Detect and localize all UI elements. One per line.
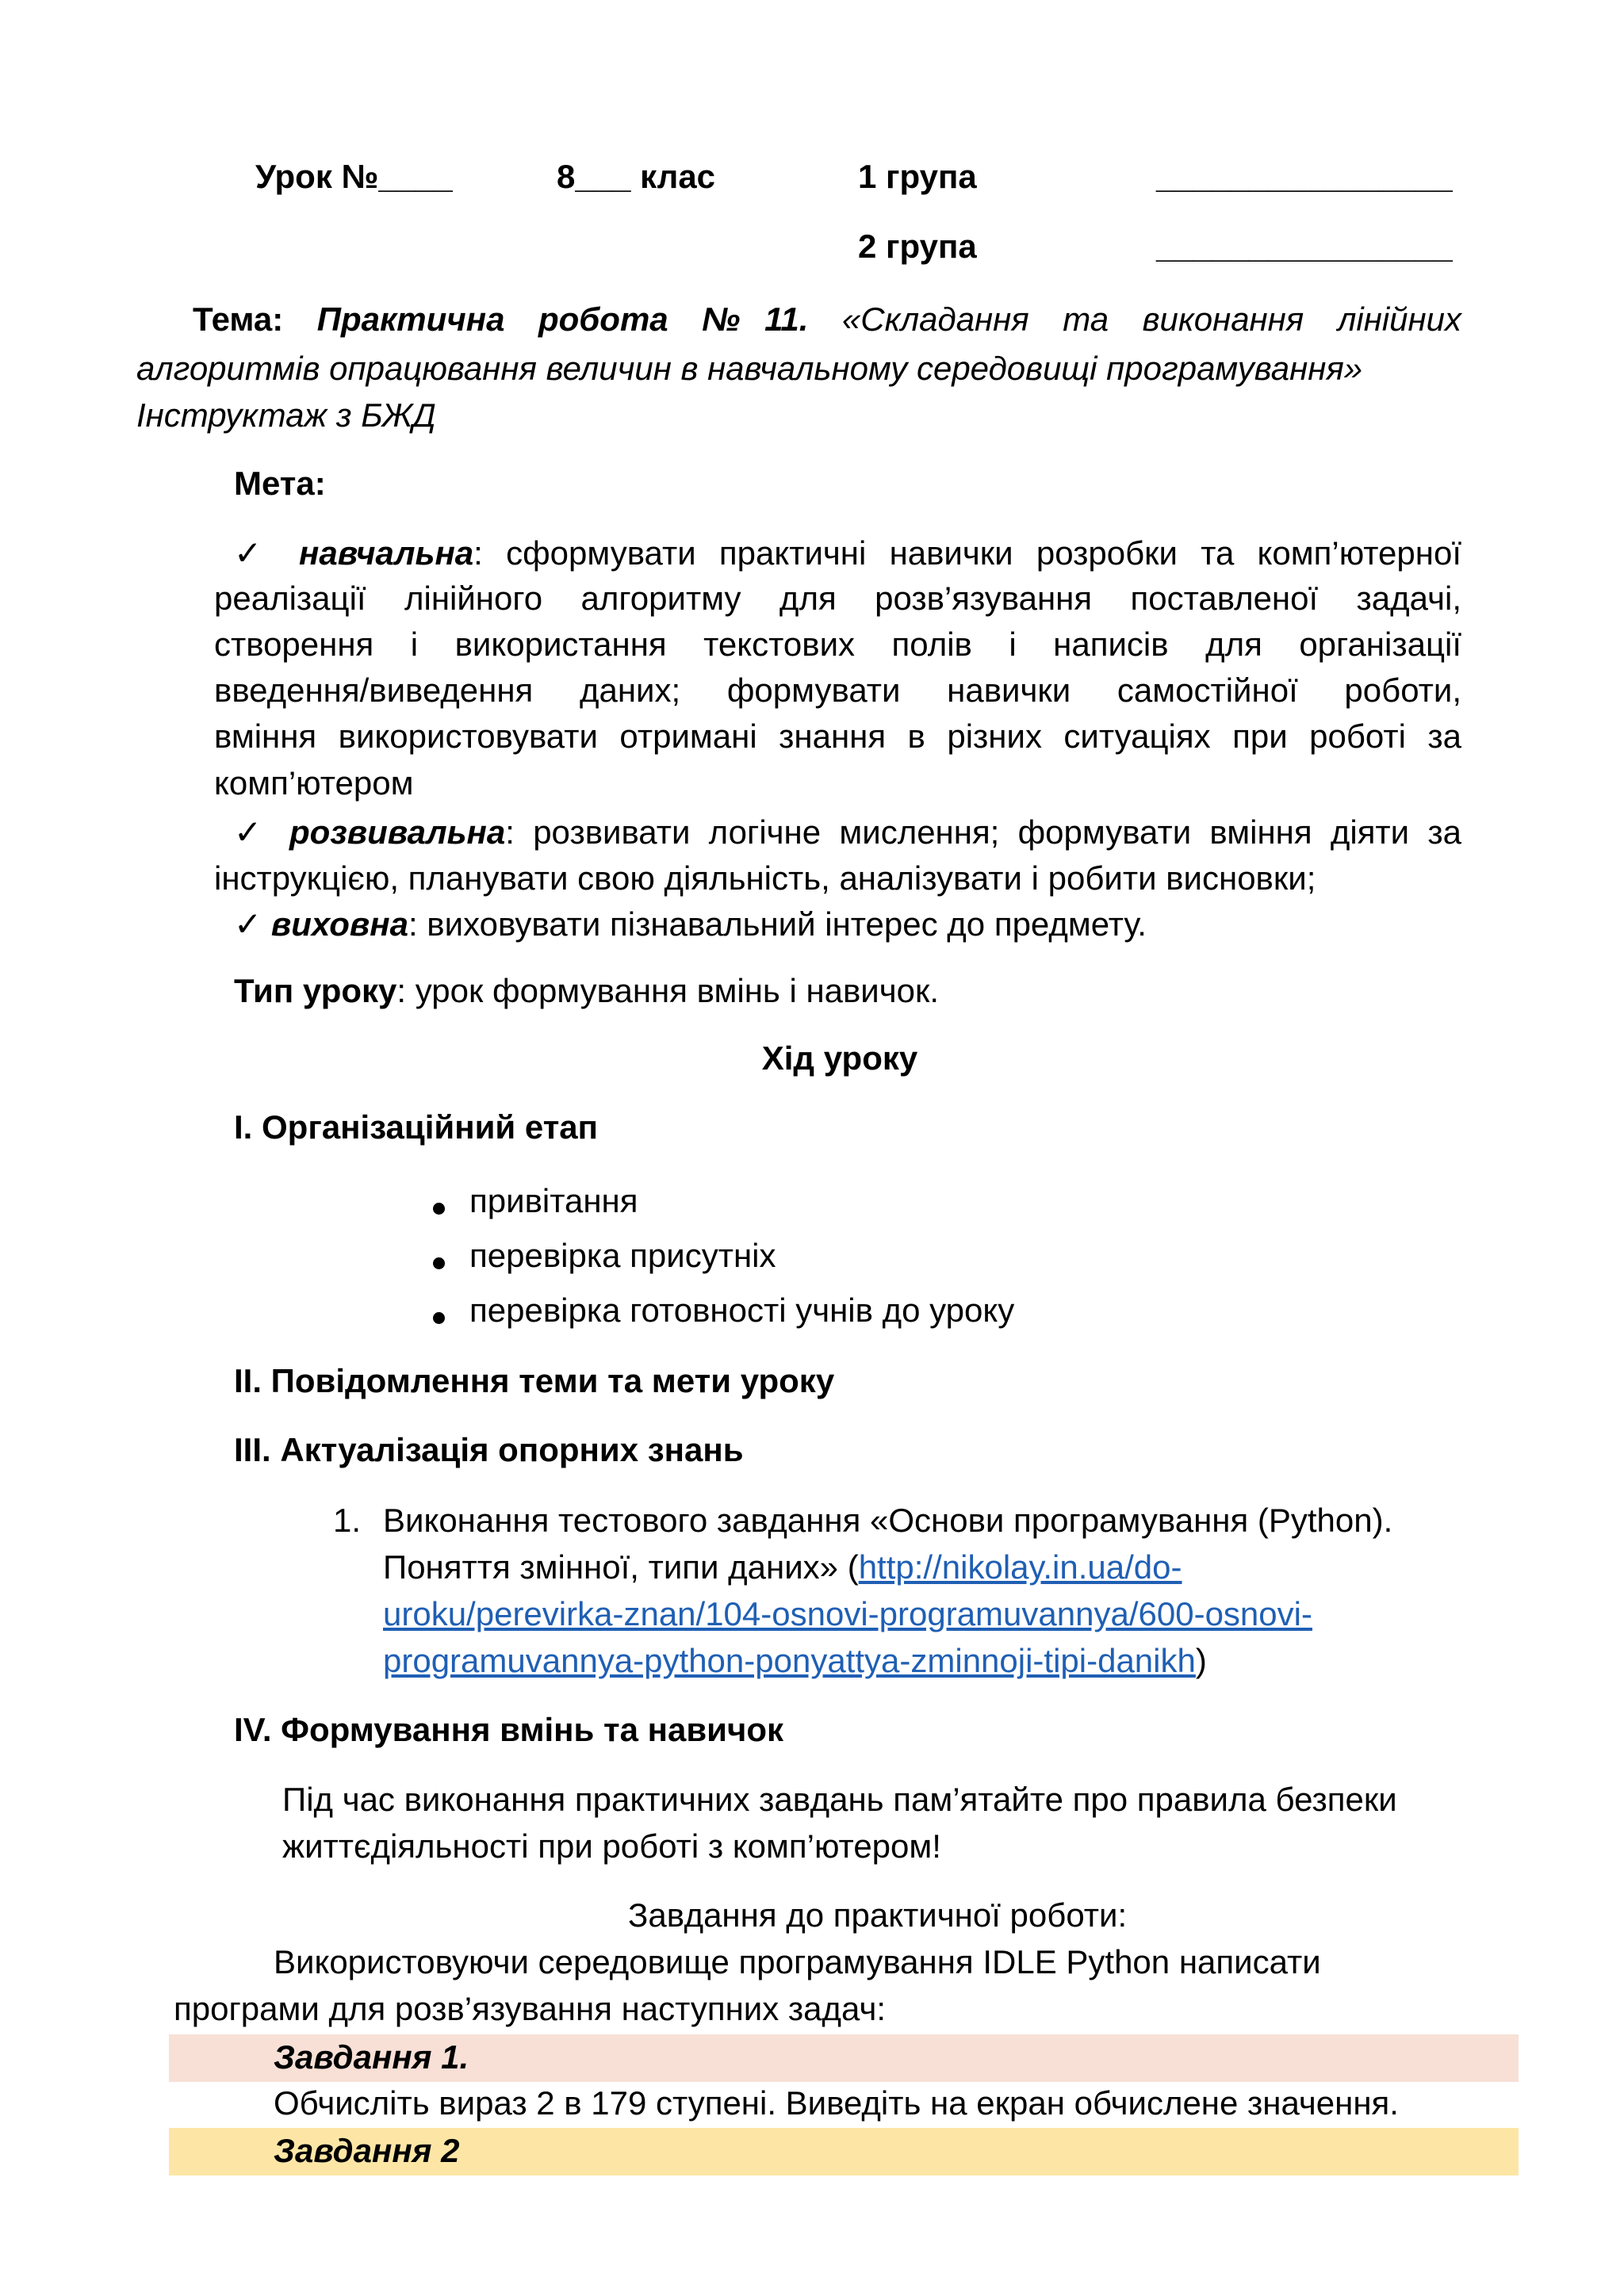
- tasks-intro-line-2: програми для розв’язування наступних задач:: [174, 1990, 887, 2027]
- goal-dev-label: розвивальна: [289, 813, 506, 851]
- lesson-type-text: : урок формування вмінь і навичок.: [396, 972, 940, 1009]
- section-1-item-3: перевірка готовності учнів до уроку: [469, 1292, 1015, 1329]
- goal-edu-line-2: реалізації лінійного алгоритму для розв’язування поставленої задачі,: [214, 580, 1461, 617]
- goal-dev-text-1: : розвивати логічне мислення; формувати вміння діяти за: [505, 813, 1461, 851]
- lesson-type-label: Тип уроку: [234, 972, 397, 1009]
- task-2-label: Завдання 2: [274, 2132, 460, 2169]
- goal-upb-text: : виховувати пізнавальний інтерес до предмету.: [408, 905, 1147, 943]
- check-icon: ✓: [234, 813, 271, 851]
- section-1-item-1: привітання: [469, 1182, 638, 1219]
- goal-upb-line-1: [234, 905, 1147, 944]
- section-2-title: II. Повідомлення теми та мети уроку: [234, 1362, 835, 1399]
- topic-line-2: алгоритмів опрацювання величин в навчальному середовищі програмування»: [136, 350, 1363, 387]
- task-1-text: Обчисліть вираз 2 в 179 ступені. Виведіть на екран обчислене значення.: [274, 2084, 1399, 2122]
- section-3-title: III. Актуалізація опорних знань: [234, 1431, 744, 1468]
- topic-line-1: [193, 300, 1461, 339]
- goal-edu-text-1: : сформувати практичні навички розробки та комп’ютерної: [473, 534, 1461, 572]
- goal-edu-line-6: комп’ютером: [214, 764, 414, 802]
- section-3-number: 1.: [333, 1502, 362, 1539]
- bullet-icon: [433, 1257, 445, 1269]
- goal-edu-line-3: створення і використання текстових полів і написів для організації: [214, 626, 1461, 663]
- goal-edu-line-1: [234, 534, 1461, 572]
- goal-dev-line-2: інструкцією, планувати свою діяльність, аналізувати і робити висновки;: [214, 859, 1316, 897]
- section-3-line-2: [383, 1548, 1182, 1587]
- goal-edu-line-4: введення/виведення даних; формувати навички самостійної роботи,: [214, 672, 1461, 709]
- check-icon: ✓: [234, 905, 262, 943]
- tasks-heading: Завдання до практичної роботи:: [628, 1896, 1128, 1934]
- test-link-part-2[interactable]: uroku/perevirka-znan/104-osnovi-programuvannya/600-osnovi-: [383, 1595, 1312, 1632]
- goal-label: Мета:: [234, 465, 326, 502]
- group-2-label: 2 група: [858, 228, 977, 265]
- section-3-line-1: Виконання тестового завдання «Основи програмування (Python).: [383, 1502, 1393, 1539]
- goal-edu-line-5: вміння використовувати отримані знання в різних ситуаціях при роботі за: [214, 718, 1461, 755]
- group-1-label: 1 група: [858, 158, 977, 195]
- section-3-text-2: Поняття змінної, типи даних» (: [383, 1548, 859, 1586]
- test-link-part-3[interactable]: programuvannya-python-ponyattya-zminnoji-tipi-danikh: [383, 1642, 1196, 1679]
- group-1-line: ________________: [1156, 158, 1453, 195]
- topic-title: Практична робота №11.: [316, 300, 809, 338]
- goal-dev-line-1: [234, 813, 1461, 851]
- bullet-icon: [433, 1203, 445, 1215]
- course-title: Хід уроку: [761, 1039, 918, 1077]
- topic-text-1: «Складання та виконання лінійних: [841, 300, 1462, 338]
- topic-label: Тема:: [193, 300, 284, 338]
- section-3-line-4: [383, 1641, 1207, 1681]
- section-1-title: I. Організаційний етап: [234, 1108, 598, 1146]
- section-3-close: ): [1195, 1642, 1207, 1679]
- grade: 8___ клас: [557, 158, 716, 195]
- bullet-icon: [433, 1312, 445, 1324]
- test-link-part-1[interactable]: http://nikolay.in.ua/do-: [858, 1548, 1182, 1586]
- check-icon: ✓: [234, 534, 276, 572]
- goal-edu-label: навчальна: [299, 534, 474, 572]
- section-4-title: IV. Формування вмінь та навичок: [234, 1711, 784, 1748]
- section-4-line-2: життєдіяльності при роботі з комп’ютером!: [282, 1827, 941, 1865]
- section-4-line-1: Під час виконання практичних завдань пам’ятайте про правила безпеки: [282, 1781, 1397, 1818]
- group-2-line: ________________: [1156, 228, 1453, 265]
- topic-line-3: Інструктаж з БЖД: [136, 396, 436, 434]
- tasks-intro-line-1: Використовуючи середовище програмування IDLE Python написати: [274, 1943, 1321, 1980]
- lesson-number: Урок №____: [255, 158, 453, 195]
- task-1-label: Завдання 1.: [274, 2038, 469, 2076]
- section-1-item-2: перевірка присутніх: [469, 1237, 776, 1274]
- lesson-type: [234, 971, 939, 1011]
- goal-upb-label: виховна: [270, 905, 408, 943]
